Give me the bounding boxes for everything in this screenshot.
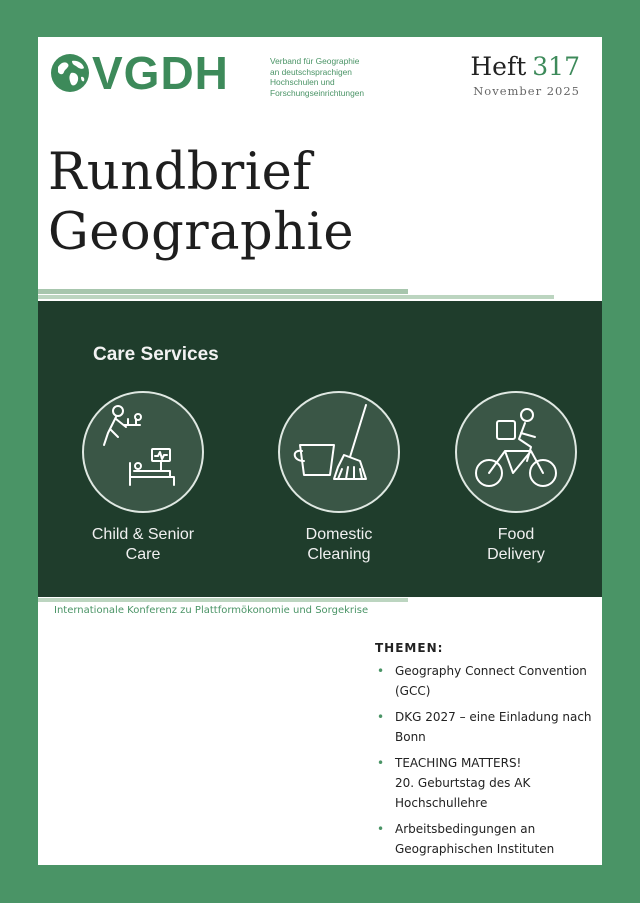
topic-line: 20. Geburtstag des AK xyxy=(395,776,531,790)
topic-line: Hochschullehre xyxy=(395,796,488,810)
topic-line: TEACHING MATTERS! xyxy=(395,756,522,770)
topic-line: Geographischen Instituten xyxy=(395,842,555,856)
issue-date: November 2025 xyxy=(473,84,580,98)
vgdh-logo xyxy=(50,47,229,99)
title-line: Rundbrief xyxy=(48,143,312,202)
logo-wordmark: VGDH xyxy=(92,47,229,99)
topic-item xyxy=(375,819,597,859)
bullet-icon: • xyxy=(377,664,385,678)
divider-band xyxy=(38,289,408,294)
service-label xyxy=(68,525,218,565)
service-label-line: Child & Senior xyxy=(91,526,195,543)
topics-heading: THEMEN: xyxy=(375,641,444,655)
bullet-icon: • xyxy=(377,756,385,770)
topic-item xyxy=(375,753,597,813)
topic-line: (GCC) xyxy=(395,684,431,698)
topic-line: Arbeitsbedingungen an xyxy=(395,822,536,836)
bullet-icon: • xyxy=(377,822,385,836)
publication-title xyxy=(48,143,354,263)
topic-line: Bonn xyxy=(395,730,426,744)
globe-icon xyxy=(50,53,90,93)
topic-item xyxy=(375,661,597,701)
topics-list xyxy=(375,641,597,865)
org-line: Hochschulen und xyxy=(270,77,335,88)
service-child-senior-care xyxy=(68,389,218,565)
service-food-delivery xyxy=(441,389,591,565)
panel-heading: Care Services xyxy=(93,344,219,365)
organization-name xyxy=(270,56,420,98)
divider-band xyxy=(38,598,408,602)
divider-band xyxy=(38,295,554,299)
service-label-line: Cleaning xyxy=(307,546,371,563)
image-caption: Internationale Konferenz zu Plattformökonomie und Sorgekrise xyxy=(54,605,369,616)
service-label-line: Domestic xyxy=(305,526,373,543)
org-line: Forschungseinrichtungen xyxy=(270,87,365,98)
org-line: Verband für Geographie xyxy=(270,56,360,66)
issue-number: 317 xyxy=(532,52,580,81)
child-senior-care-icon xyxy=(80,389,206,515)
topic-line: Geography Connect Convention xyxy=(395,664,587,678)
food-delivery-icon xyxy=(453,389,579,515)
topic-line: DKG 2027 – eine Einladung nach xyxy=(395,710,592,724)
org-line: an deutschsprachigen xyxy=(270,66,352,77)
bullet-icon: • xyxy=(377,710,385,724)
care-services-image xyxy=(38,301,602,597)
service-label xyxy=(264,525,414,565)
issue-label: Heft xyxy=(470,52,527,81)
title-line: Geographie xyxy=(48,203,355,262)
service-label xyxy=(441,525,591,565)
domestic-cleaning-icon xyxy=(276,389,402,515)
service-label-line: Food xyxy=(497,526,535,543)
issue-info xyxy=(470,52,580,98)
service-label-line: Care xyxy=(125,546,161,563)
service-label-line: Delivery xyxy=(487,546,545,563)
service-domestic-cleaning xyxy=(264,389,414,565)
topic-item xyxy=(375,707,597,747)
cover-page xyxy=(38,37,602,865)
